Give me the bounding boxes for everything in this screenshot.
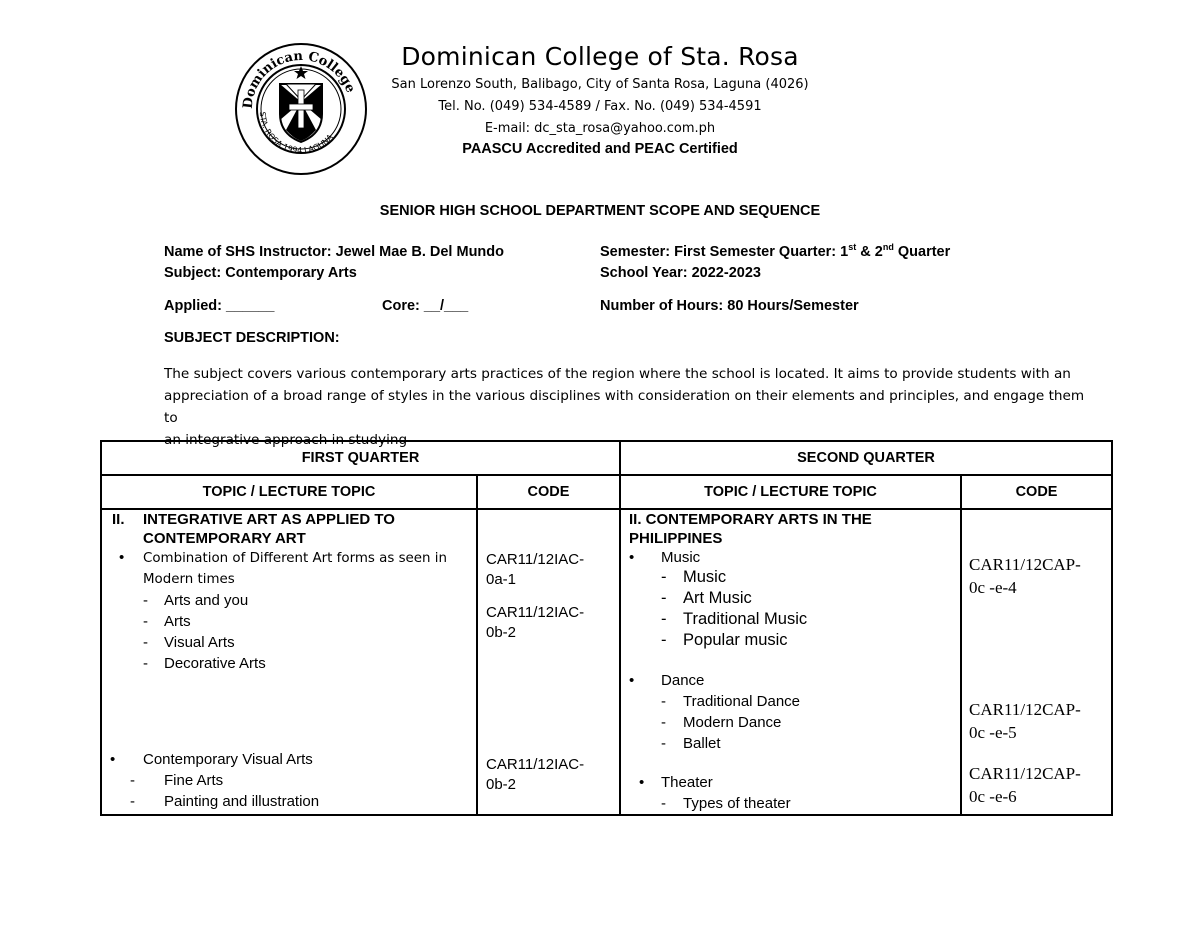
q2-subtopic: Modern Dance — [683, 714, 782, 731]
core-field: Core: __/___ — [382, 298, 469, 314]
q1-subtopic: Decorative Arts — [164, 655, 266, 672]
q2-subtopic: Ballet — [683, 735, 721, 752]
q1-heading-line1: INTEGRATIVE ART AS APPLIED TO — [143, 511, 395, 528]
q1-bullet2: Contemporary Visual Arts — [143, 751, 313, 768]
bullet-icon: • — [629, 549, 635, 566]
q2-codes-cell — [961, 509, 1112, 815]
dash-icon: - — [143, 613, 148, 630]
dash-icon: - — [143, 634, 148, 651]
q2-heading-line2: PHILIPPINES — [629, 530, 723, 547]
dash-icon: - — [661, 714, 667, 731]
dash-icon: - — [661, 568, 667, 586]
scope-sequence-table — [100, 440, 1113, 816]
bullet-icon: • — [639, 774, 645, 791]
q1-code: CAR11/12IAC- 0b-2 — [486, 604, 585, 641]
dash-icon: - — [130, 793, 135, 810]
second-quarter-header: SECOND QUARTER — [620, 441, 1112, 475]
q2-code: CAR11/12CAP- 0c -e-5 — [969, 700, 1081, 742]
dash-icon: - — [661, 795, 667, 812]
q2-subtopic: Traditional Music — [683, 610, 808, 628]
q2-code: CAR11/12CAP- 0c -e-6 — [969, 764, 1081, 806]
subject-description-heading: SUBJECT DESCRIPTION: — [164, 330, 340, 346]
q1-subtopic: Arts — [164, 613, 191, 630]
q2-bullet-dance: Dance — [661, 672, 705, 689]
college-name: Dominican College of Sta. Rosa — [401, 42, 799, 71]
q2-topics-cell — [620, 509, 961, 815]
dash-icon: - — [661, 610, 667, 628]
q2-subtopic: Popular music — [683, 631, 788, 649]
q1-codes-cell — [477, 509, 620, 815]
applied-field: Applied: ______ — [164, 298, 275, 314]
description-line: appreciation of a broad range of styles in the various disciplines with consideration on their elements and principles, and engage them to — [164, 388, 1085, 426]
school-year: School Year: 2022-2023 — [600, 265, 761, 281]
q1-bullet1-line1: Combination of Different Art forms as seen in — [143, 551, 447, 566]
q1-bullet1-line2: Modern times — [143, 572, 235, 587]
dash-icon: - — [143, 655, 148, 672]
bullet-icon: • — [119, 549, 125, 566]
first-quarter-header: FIRST QUARTER — [101, 441, 620, 475]
college-address: San Lorenzo South, Balibago, City of Santa Rosa, Laguna (4026) — [391, 77, 809, 92]
instructor-name: Name of SHS Instructor: Jewel Mae B. Del Mundo — [164, 244, 504, 260]
q1-subtopic: Visual Arts — [164, 634, 235, 651]
q2-heading-line1: II. CONTEMPORARY ARTS IN THE — [629, 511, 872, 528]
dash-icon: - — [661, 589, 667, 607]
q2-subtopic: Types of theater — [683, 795, 791, 812]
subject-name: Subject: Contemporary Arts — [164, 265, 357, 281]
dash-icon: - — [661, 631, 667, 649]
college-telfax: Tel. No. (049) 534-4589 / Fax. No. (049) 534-4591 — [438, 99, 762, 114]
q2-bullet-music: Music — [661, 549, 701, 566]
q2-subtopic: Traditional Dance — [683, 693, 801, 710]
hours-per-semester: Number of Hours: 80 Hours/Semester — [600, 298, 859, 314]
q2-subtopic: Art Music — [683, 589, 752, 607]
q2-subtopic: Music — [683, 568, 727, 586]
description-line: The subject covers various contemporary arts practices of the region where the school is located. It aims to provide students with an — [164, 366, 1071, 382]
q1-code: CAR11/12IAC- 0a-1 — [486, 551, 585, 588]
q1-code-column-header: CODE — [477, 475, 620, 509]
q2-code: CAR11/12CAP- 0c -e-4 — [969, 555, 1081, 597]
q1-topic-column-header: TOPIC / LECTURE TOPIC — [101, 475, 477, 509]
bullet-icon: • — [110, 751, 116, 768]
college-email: E-mail: dc_sta_rosa@yahoo.com.ph — [484, 121, 716, 136]
dash-icon: - — [130, 772, 135, 789]
q1-code: CAR11/12IAC- 0b-2 — [486, 756, 585, 793]
q1-heading-line2: CONTEMPORARY ART — [143, 530, 306, 547]
description-line: an integrative approach in studying — [164, 432, 408, 448]
q1-subtopic: Painting and illustration — [164, 793, 320, 810]
subject-description-text — [164, 363, 1094, 451]
q2-bullet-theater: Theater — [661, 774, 713, 791]
dash-icon: - — [661, 735, 667, 752]
q1-roman-numeral: II. — [112, 511, 125, 528]
semester-info: Semester: First Semester Quarter: 1st & 2nd Quarter — [600, 242, 951, 260]
q2-topic-column-header: TOPIC / LECTURE TOPIC — [620, 475, 961, 509]
document-title: SENIOR HIGH SCHOOL DEPARTMENT SCOPE AND SEQUENCE — [379, 203, 821, 219]
accreditation: PAASCU Accredited and PEAC Certified — [462, 141, 738, 157]
q1-subtopic: Fine Arts — [164, 772, 224, 789]
dash-icon: - — [661, 693, 667, 710]
q1-subtopic: Arts and you — [164, 592, 249, 609]
seal-ring-text-top: Dominican College — [240, 48, 358, 110]
bullet-icon: • — [629, 672, 635, 689]
dash-icon: - — [143, 592, 148, 609]
q2-code-column-header: CODE — [961, 475, 1112, 509]
q1-topics-cell — [101, 509, 477, 815]
seal-ring-text-bottom: STA. ROSA 1994 LAGUNA — [257, 111, 335, 156]
